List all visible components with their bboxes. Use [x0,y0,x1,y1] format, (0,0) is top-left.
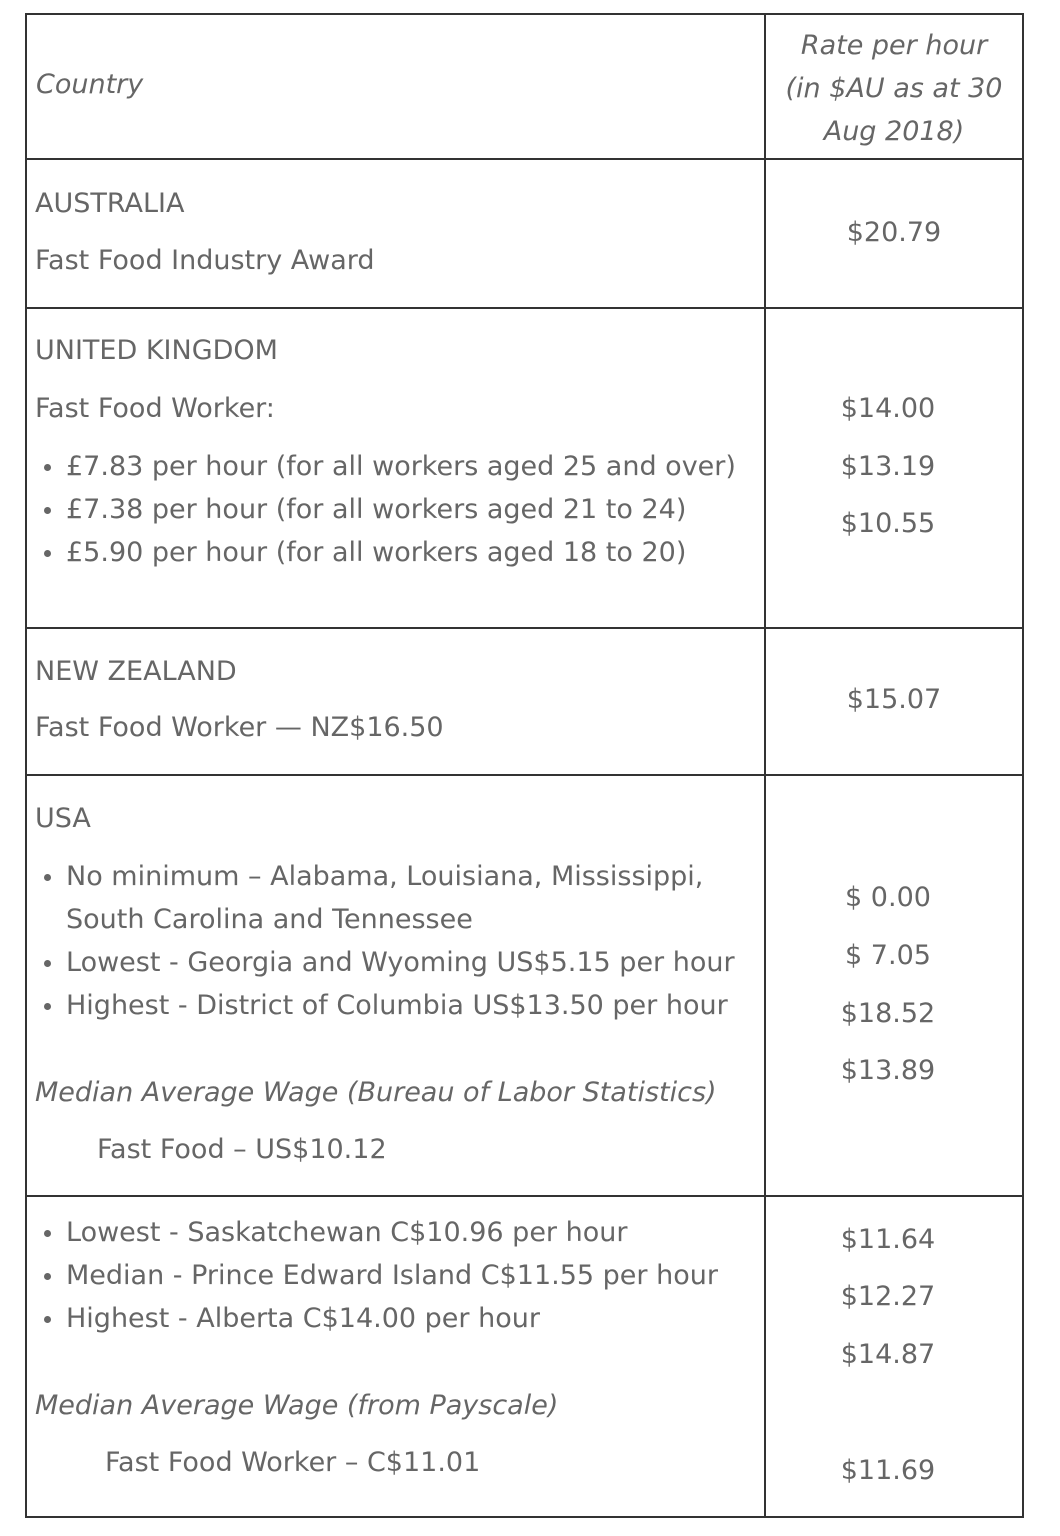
uk-bullet: £7.83 per hour (for all workers aged 25 and over) [66,451,736,482]
nz-detail: Fast Food Worker — NZ$16.50 [35,712,444,743]
bullet-icon [44,874,51,881]
canada-median-label: Median Average Wage (from Payscale) [35,1390,559,1421]
header-rate-line: (in $AU as at 30 [785,73,1003,104]
bullet-icon [44,507,51,514]
usa-bullet: Lowest - Georgia and Wyoming US$5.15 per hour [66,947,735,978]
usa-median-value: Fast Food – US$10.12 [97,1134,387,1165]
canada-median-rate: $11.69 [840,1455,936,1486]
header-rate-line: Rate per hour [800,30,988,61]
uk-rate: $13.19 [840,451,936,482]
bullet-icon [44,960,51,967]
canada-bullet: Lowest - Saskatchewan C$10.96 per hour [66,1217,628,1248]
bullet-icon [44,1003,51,1010]
country-australia: AUSTRALIA [35,188,185,219]
usa-rate: $ 0.00 [845,882,931,913]
usa-rate: $18.52 [840,998,936,1029]
bullet-icon [44,550,51,557]
row-divider [25,307,1024,309]
country-usa: USA [35,803,91,834]
uk-rate: $10.55 [840,508,936,539]
canada-rate: $12.27 [840,1281,936,1312]
uk-detail: Fast Food Worker: [35,393,275,424]
country-nz: NEW ZEALAND [35,656,237,687]
uk-bullet: £7.38 per hour (for all workers aged 21 to 24) [66,494,687,525]
row-divider [25,1195,1024,1197]
header-rate [766,24,1022,153]
usa-rate: $13.89 [840,1055,936,1086]
row-divider [25,158,1024,160]
bullet-icon [44,1230,51,1237]
usa-bullet-continued: South Carolina and Tennessee [66,904,473,935]
nz-rate: $15.07 [846,684,942,715]
header-rate-line: Aug 2018) [823,116,965,147]
uk-bullet: £5.90 per hour (for all workers aged 18 to 20) [66,537,687,568]
uk-rate: $14.00 [840,393,936,424]
bullet-icon [44,1316,51,1323]
usa-rate: $ 7.05 [845,940,931,971]
header-country: Country [36,69,144,100]
usa-median-label: Median Average Wage (Bureau of Labor Statistics) [35,1077,717,1108]
row-divider [25,627,1024,629]
canada-rate: $14.87 [840,1339,936,1370]
canada-bullet: Highest - Alberta C$14.00 per hour [66,1303,540,1334]
usa-bullet: Highest - District of Columbia US$13.50 per hour [66,990,728,1021]
australia-detail: Fast Food Industry Award [35,245,375,276]
canada-rate: $11.64 [840,1224,936,1255]
canada-median-value: Fast Food Worker – C$11.01 [105,1447,481,1478]
row-divider [25,774,1024,776]
australia-rate: $20.79 [846,217,942,248]
usa-bullet: No minimum – Alabama, Louisiana, Mississippi, [66,861,704,892]
canada-bullet: Median - Prince Edward Island C$11.55 per hour [66,1260,718,1291]
bullet-icon [44,464,51,471]
country-uk: UNITED KINGDOM [35,335,278,366]
bullet-icon [44,1273,51,1280]
